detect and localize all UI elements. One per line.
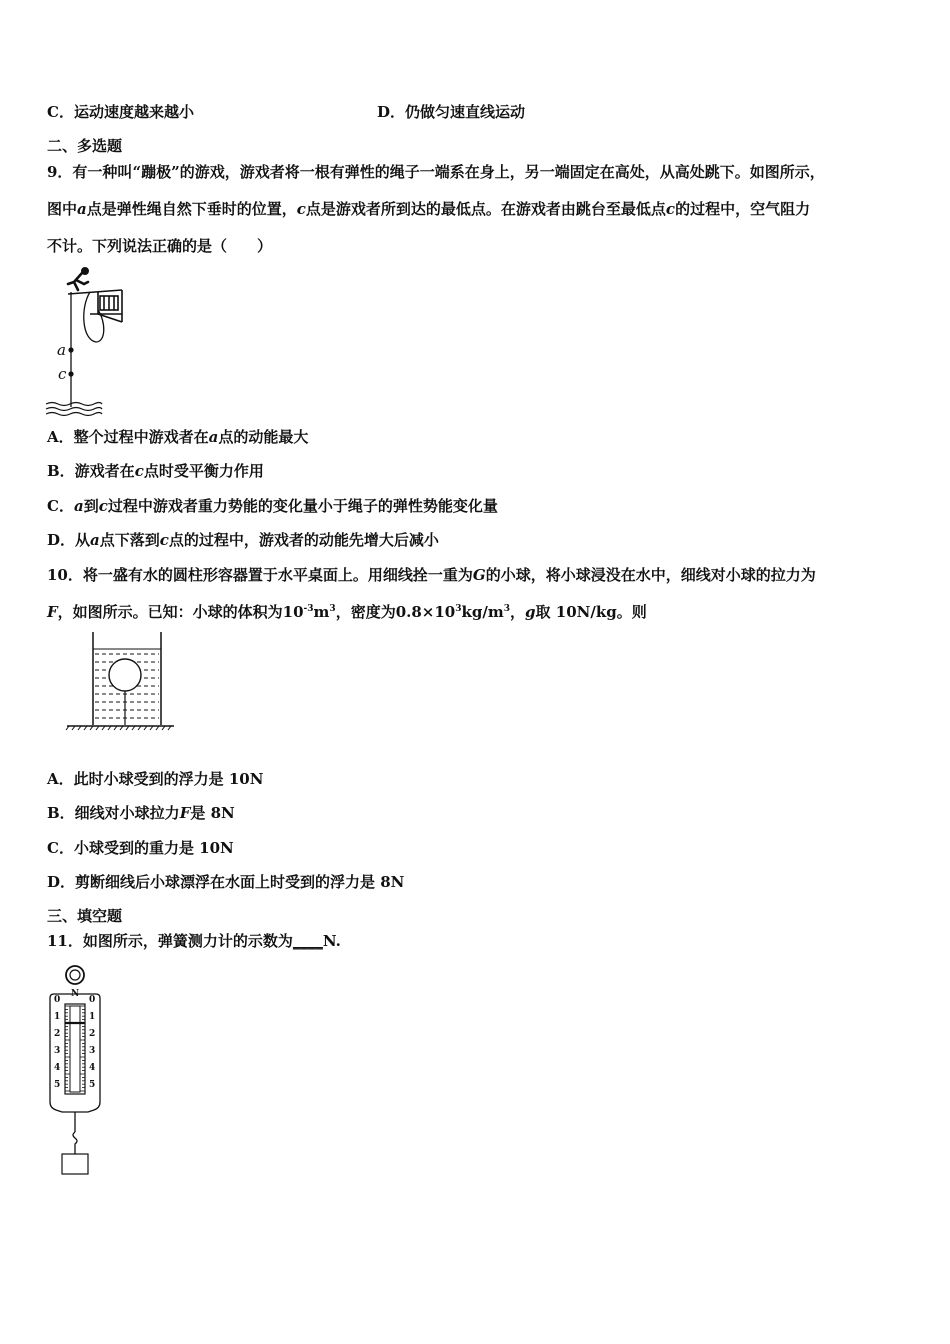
- answer-blank: ____: [292, 932, 323, 950]
- q11-stem: 11．如图所示，弹簧测力计的示数为____N.: [47, 932, 341, 950]
- left-tick-5: 5: [54, 1080, 61, 1090]
- q10-option-b: B．细线对小球拉力F是 8N: [47, 804, 235, 822]
- q9-stem-line-3: 不计。下列说法正确的是（ ）: [47, 237, 273, 255]
- q9-stem-line-2: 图中a点是弹性绳自然下垂时的位置，c点是游戏者所到达的最低点。在游戏者由跳台至最低点c的过程中，空气阻力: [47, 200, 811, 218]
- point-a-marker: [68, 347, 73, 352]
- q10-stem-line-2: F，如图所示。已知：小球的体积为$10^{-3}m^3$，密度为$0.8\times 10^3kg/m^3$，g取 10N/kg。则: [47, 603, 647, 621]
- q9-option-a: A．整个过程中游戏者在a点的动能最大: [47, 428, 309, 446]
- q10-option-c: C．小球受到的重力是 10N: [47, 839, 234, 857]
- right-tick-0: 0: [89, 995, 96, 1005]
- jump-platform: [68, 290, 122, 322]
- left-tick-0: 0: [54, 995, 61, 1005]
- right-tick-1: 1: [89, 1012, 96, 1022]
- weight-block: [62, 1154, 88, 1174]
- top-ring: [66, 966, 84, 984]
- left-tick-3: 3: [54, 1046, 61, 1056]
- water-waves: [46, 403, 102, 416]
- q9-option-d: D．从a点下落到c点的过程中，游戏者的动能先增大后减小: [47, 531, 439, 549]
- q9-stem-line-1: 9．有一种叫“蹦极”的游戏，游戏者将一根有弹性的绳子一端系在身上，另一端固定在高处，从高处跳下。如图所示，: [47, 163, 825, 181]
- q9-option-b: B．游戏者在c点时受平衡力作用: [47, 462, 264, 480]
- left-tick-1: 1: [54, 1012, 61, 1022]
- point-c-marker: [68, 371, 73, 376]
- left-tick-2: 2: [54, 1029, 61, 1039]
- point-c-label: c: [58, 365, 67, 383]
- section-heading-multiple-choice: 二、多选题: [47, 137, 123, 155]
- hook: [73, 1132, 77, 1154]
- point-a-label: a: [57, 341, 66, 359]
- right-tick-4: 4: [89, 1063, 96, 1073]
- jumper-figure: [68, 268, 89, 291]
- right-tick-2: 2: [89, 1029, 96, 1039]
- container-ball-figure: [64, 632, 176, 732]
- spring-scale-figure: [44, 962, 108, 1178]
- ball: [109, 659, 141, 691]
- left-tick-4: 4: [54, 1063, 61, 1073]
- unit-label: N: [71, 989, 80, 999]
- q9-option-c: C．a到c过程中游戏者重力势能的变化量小于绳子的弹性势能变化量: [47, 497, 498, 515]
- tick-marks: [65, 1006, 85, 1091]
- right-tick-3: 3: [89, 1046, 96, 1056]
- bungee-figure: [40, 262, 110, 420]
- section-heading-fill-in: 三、填空题: [47, 907, 123, 925]
- q8-option-d: D．仍做匀速直线运动: [377, 103, 526, 121]
- q10-option-d: D．剪断细线后小球漂浮在水面上时受到的浮力是 8N: [47, 873, 405, 891]
- q10-option-a: A．此时小球受到的浮力是 10N: [47, 770, 264, 788]
- right-tick-5: 5: [89, 1080, 96, 1090]
- q8-option-c: C．运动速度越来越小: [47, 103, 194, 121]
- q10-stem-line-1: 10．将一盛有水的圆柱形容器置于水平桌面上。用细线拴一重为G的小球，将小球浸没在水中，细线对小球的拉力为: [47, 566, 816, 584]
